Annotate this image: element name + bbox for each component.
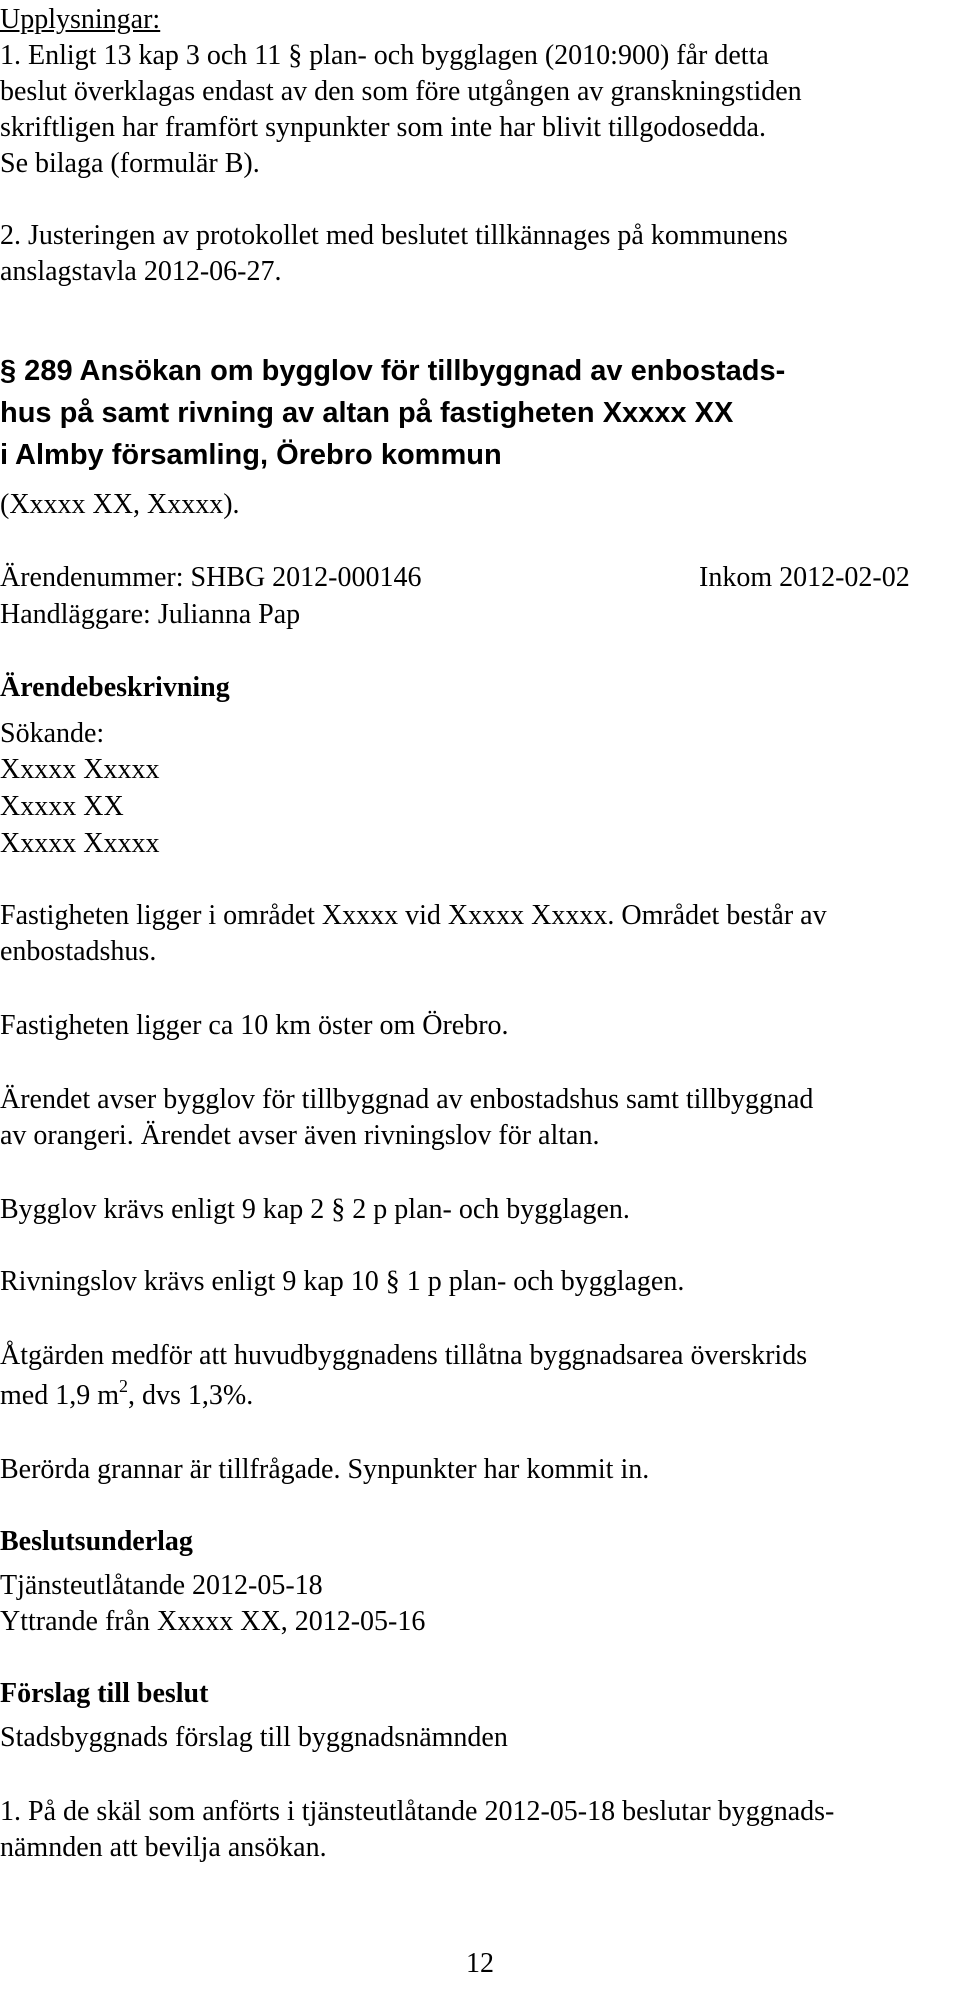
case-number: Ärendenummer: SHBG 2012-000146 bbox=[0, 562, 422, 593]
applicant-line: Xxxxx Xxxxx bbox=[0, 828, 160, 859]
upplysningar-item1-line4: Se bilaga (formulär B). bbox=[0, 148, 260, 179]
description-paragraph: av orangeri. Ärendet avser även rivningslov för altan. bbox=[0, 1120, 600, 1151]
upplysningar-heading: Upplysningar: bbox=[0, 4, 161, 35]
description-paragraph: Rivningslov krävs enligt 9 kap 10 § 1 p plan- och bygglagen. bbox=[0, 1266, 685, 1297]
basis-line: Yttrande från Xxxxx XX, 2012-05-16 bbox=[0, 1606, 426, 1637]
description-paragraph: Fastigheten ligger ca 10 km öster om Örebro. bbox=[0, 1010, 509, 1041]
description-paragraph: Åtgärden medför att huvudbyggnadens tillåtna byggnadsarea överskrids bbox=[0, 1340, 808, 1371]
applicant-line: Xxxxx XX bbox=[0, 791, 124, 822]
description-paragraph: Ärendet avser bygglov för tillbyggnad av enbostadshus samt tillbyggnad bbox=[0, 1084, 814, 1115]
upplysningar-item2-line1: 2. Justeringen av protokollet med beslutet tillkännages på kommunens bbox=[0, 220, 788, 251]
upplysningar-item1-line1: 1. Enligt 13 kap 3 och 11 § plan- och bygglagen (2010:900) får detta bbox=[0, 40, 769, 71]
proposal-subheading: Stadsbyggnads förslag till byggnadsnämnden bbox=[0, 1722, 508, 1753]
description-paragraph: Bygglov krävs enligt 9 kap 2 § 2 p plan- och bygglagen. bbox=[0, 1194, 630, 1225]
case-title-line3: i Almby församling, Örebro kommun bbox=[0, 439, 502, 471]
description-paragraph: enbostadshus. bbox=[0, 936, 157, 967]
area-text-tail: , dvs 1,3%. bbox=[128, 1380, 254, 1411]
upplysningar-item1-line2: beslut överklagas endast av den som före utgången av granskningstiden bbox=[0, 76, 802, 107]
upplysningar-item2-line2: anslagstavla 2012-06-27. bbox=[0, 256, 282, 287]
case-title-line2: hus på samt rivning av altan på fastigheten Xxxxx XX bbox=[0, 397, 734, 429]
applicant-label: Sökande: bbox=[0, 718, 105, 749]
area-text: med 1,9 m bbox=[0, 1380, 119, 1411]
case-title-line1: § 289 Ansökan om bygglov för tillbyggnad av enbostads- bbox=[0, 355, 786, 387]
case-handler: Handläggare: Julianna Pap bbox=[0, 599, 301, 630]
description-heading: Ärendebeskrivning bbox=[0, 672, 230, 703]
applicant-line: Xxxxx Xxxxx bbox=[0, 754, 160, 785]
case-subtitle: (Xxxxx XX, Xxxxx). bbox=[0, 489, 240, 520]
proposal-item1-line1: 1. På de skäl som anförts i tjänsteutlåtande 2012-05-18 beslutar byggnads- bbox=[0, 1796, 835, 1827]
basis-line: Tjänsteutlåtande 2012-05-18 bbox=[0, 1570, 323, 1601]
page-number: 12 bbox=[466, 1948, 494, 1979]
area-superscript: 2 bbox=[119, 1376, 128, 1396]
case-received-date: Inkom 2012-02-02 bbox=[699, 562, 910, 593]
upplysningar-item1-line3: skriftligen har framfört synpunkter som inte har blivit tillgodosedda. bbox=[0, 112, 766, 143]
proposal-item1-line2: nämnden att bevilja ansökan. bbox=[0, 1832, 327, 1863]
proposal-heading: Förslag till beslut bbox=[0, 1678, 209, 1709]
description-paragraph bbox=[0, 1378, 253, 1414]
description-paragraph: Fastigheten ligger i området Xxxxx vid Xxxxx Xxxxx. Området består av bbox=[0, 900, 827, 931]
basis-heading: Beslutsunderlag bbox=[0, 1526, 193, 1557]
description-paragraph: Berörda grannar är tillfrågade. Synpunkter har kommit in. bbox=[0, 1454, 650, 1485]
